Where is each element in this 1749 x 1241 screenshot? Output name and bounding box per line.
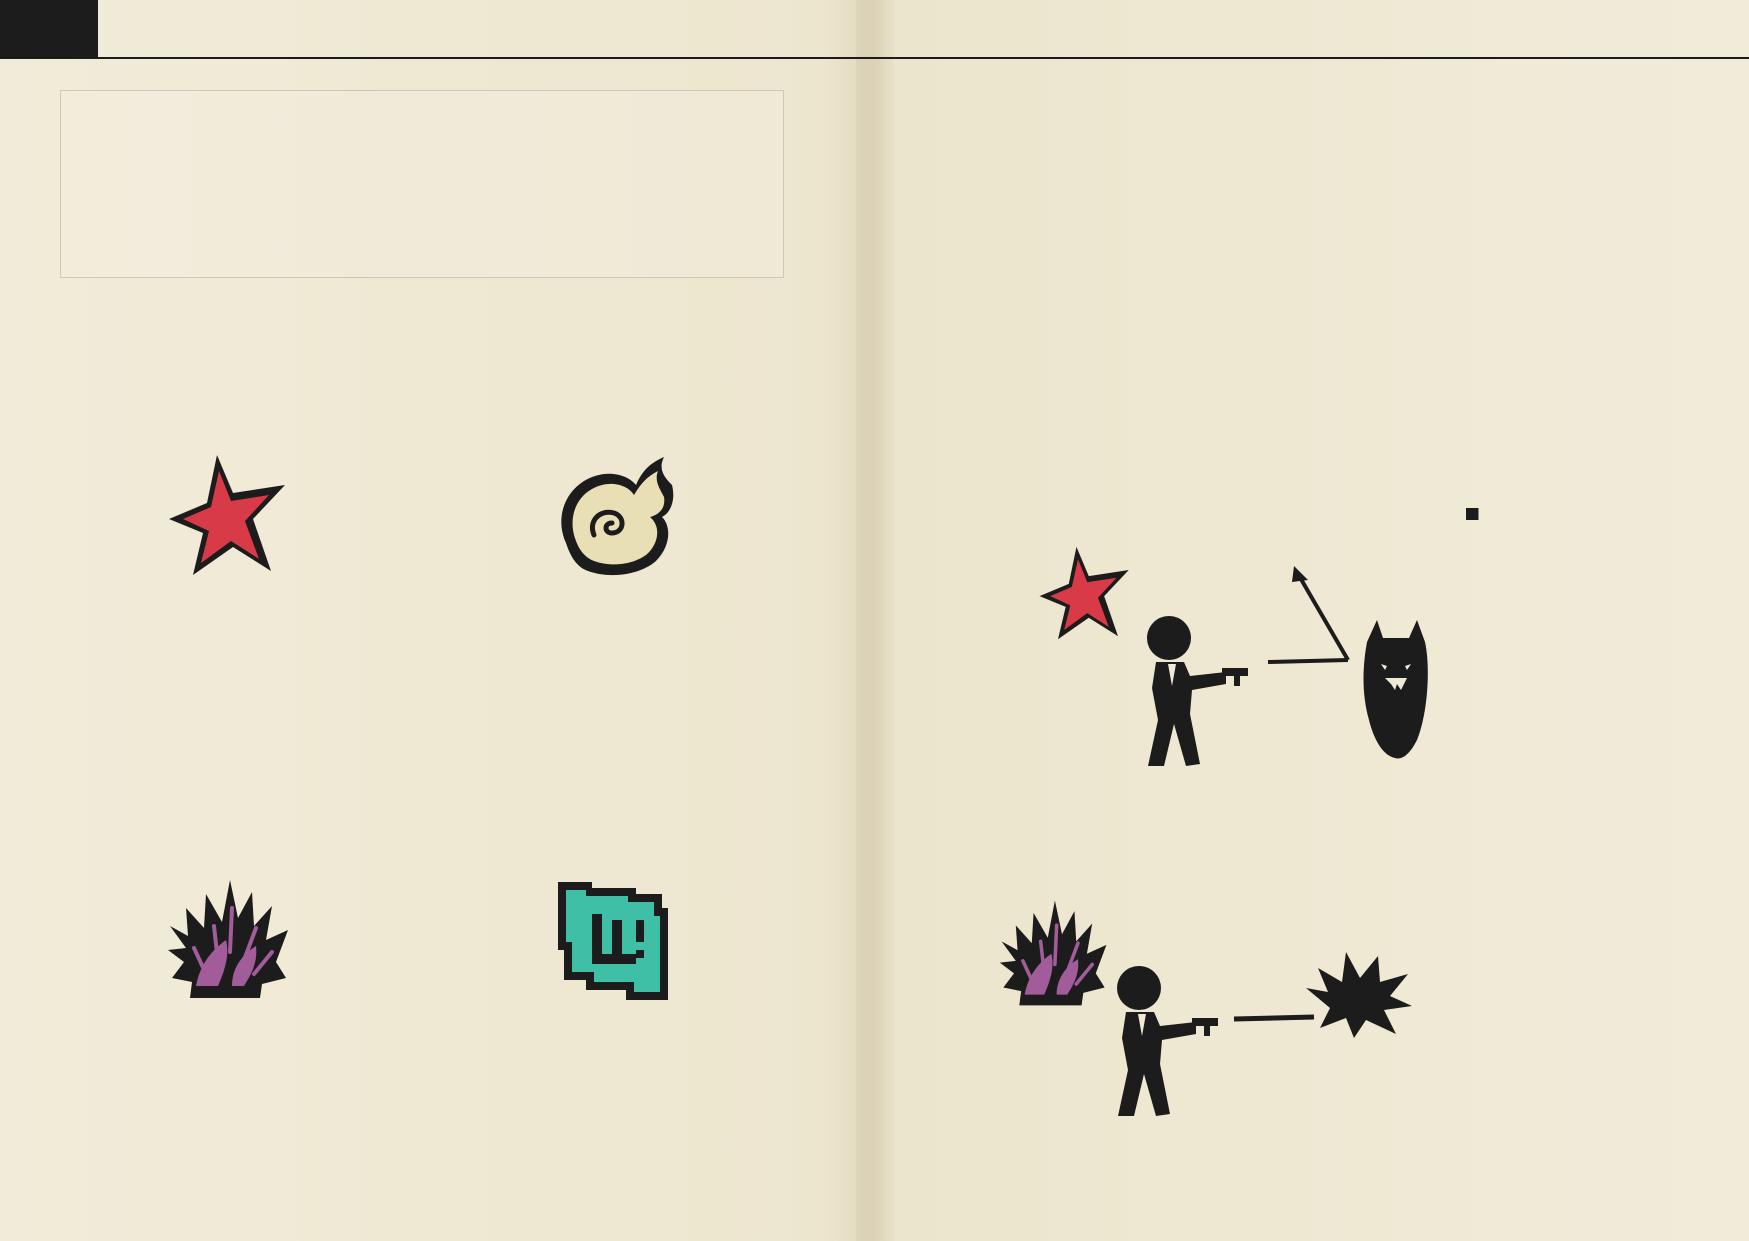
white-swirl-icon [554,455,676,579]
page-gutter [856,0,894,1241]
impact-burst [1304,948,1414,1038]
agent-shooter-figure [1134,616,1274,766]
red-immune-tag [1466,508,1478,520]
red-burst-icon [167,455,297,580]
pale-glyph-icon [556,880,672,1000]
black-thorns-icon [166,878,292,998]
header-rule [0,57,1749,59]
agent-shooter-figure [1104,966,1244,1116]
chapter-badge [0,0,98,58]
question-box [60,90,784,278]
abnormality-monster [1361,620,1431,760]
red-burst-icon [1038,545,1138,645]
black-thorns-icon [998,898,1110,1006]
